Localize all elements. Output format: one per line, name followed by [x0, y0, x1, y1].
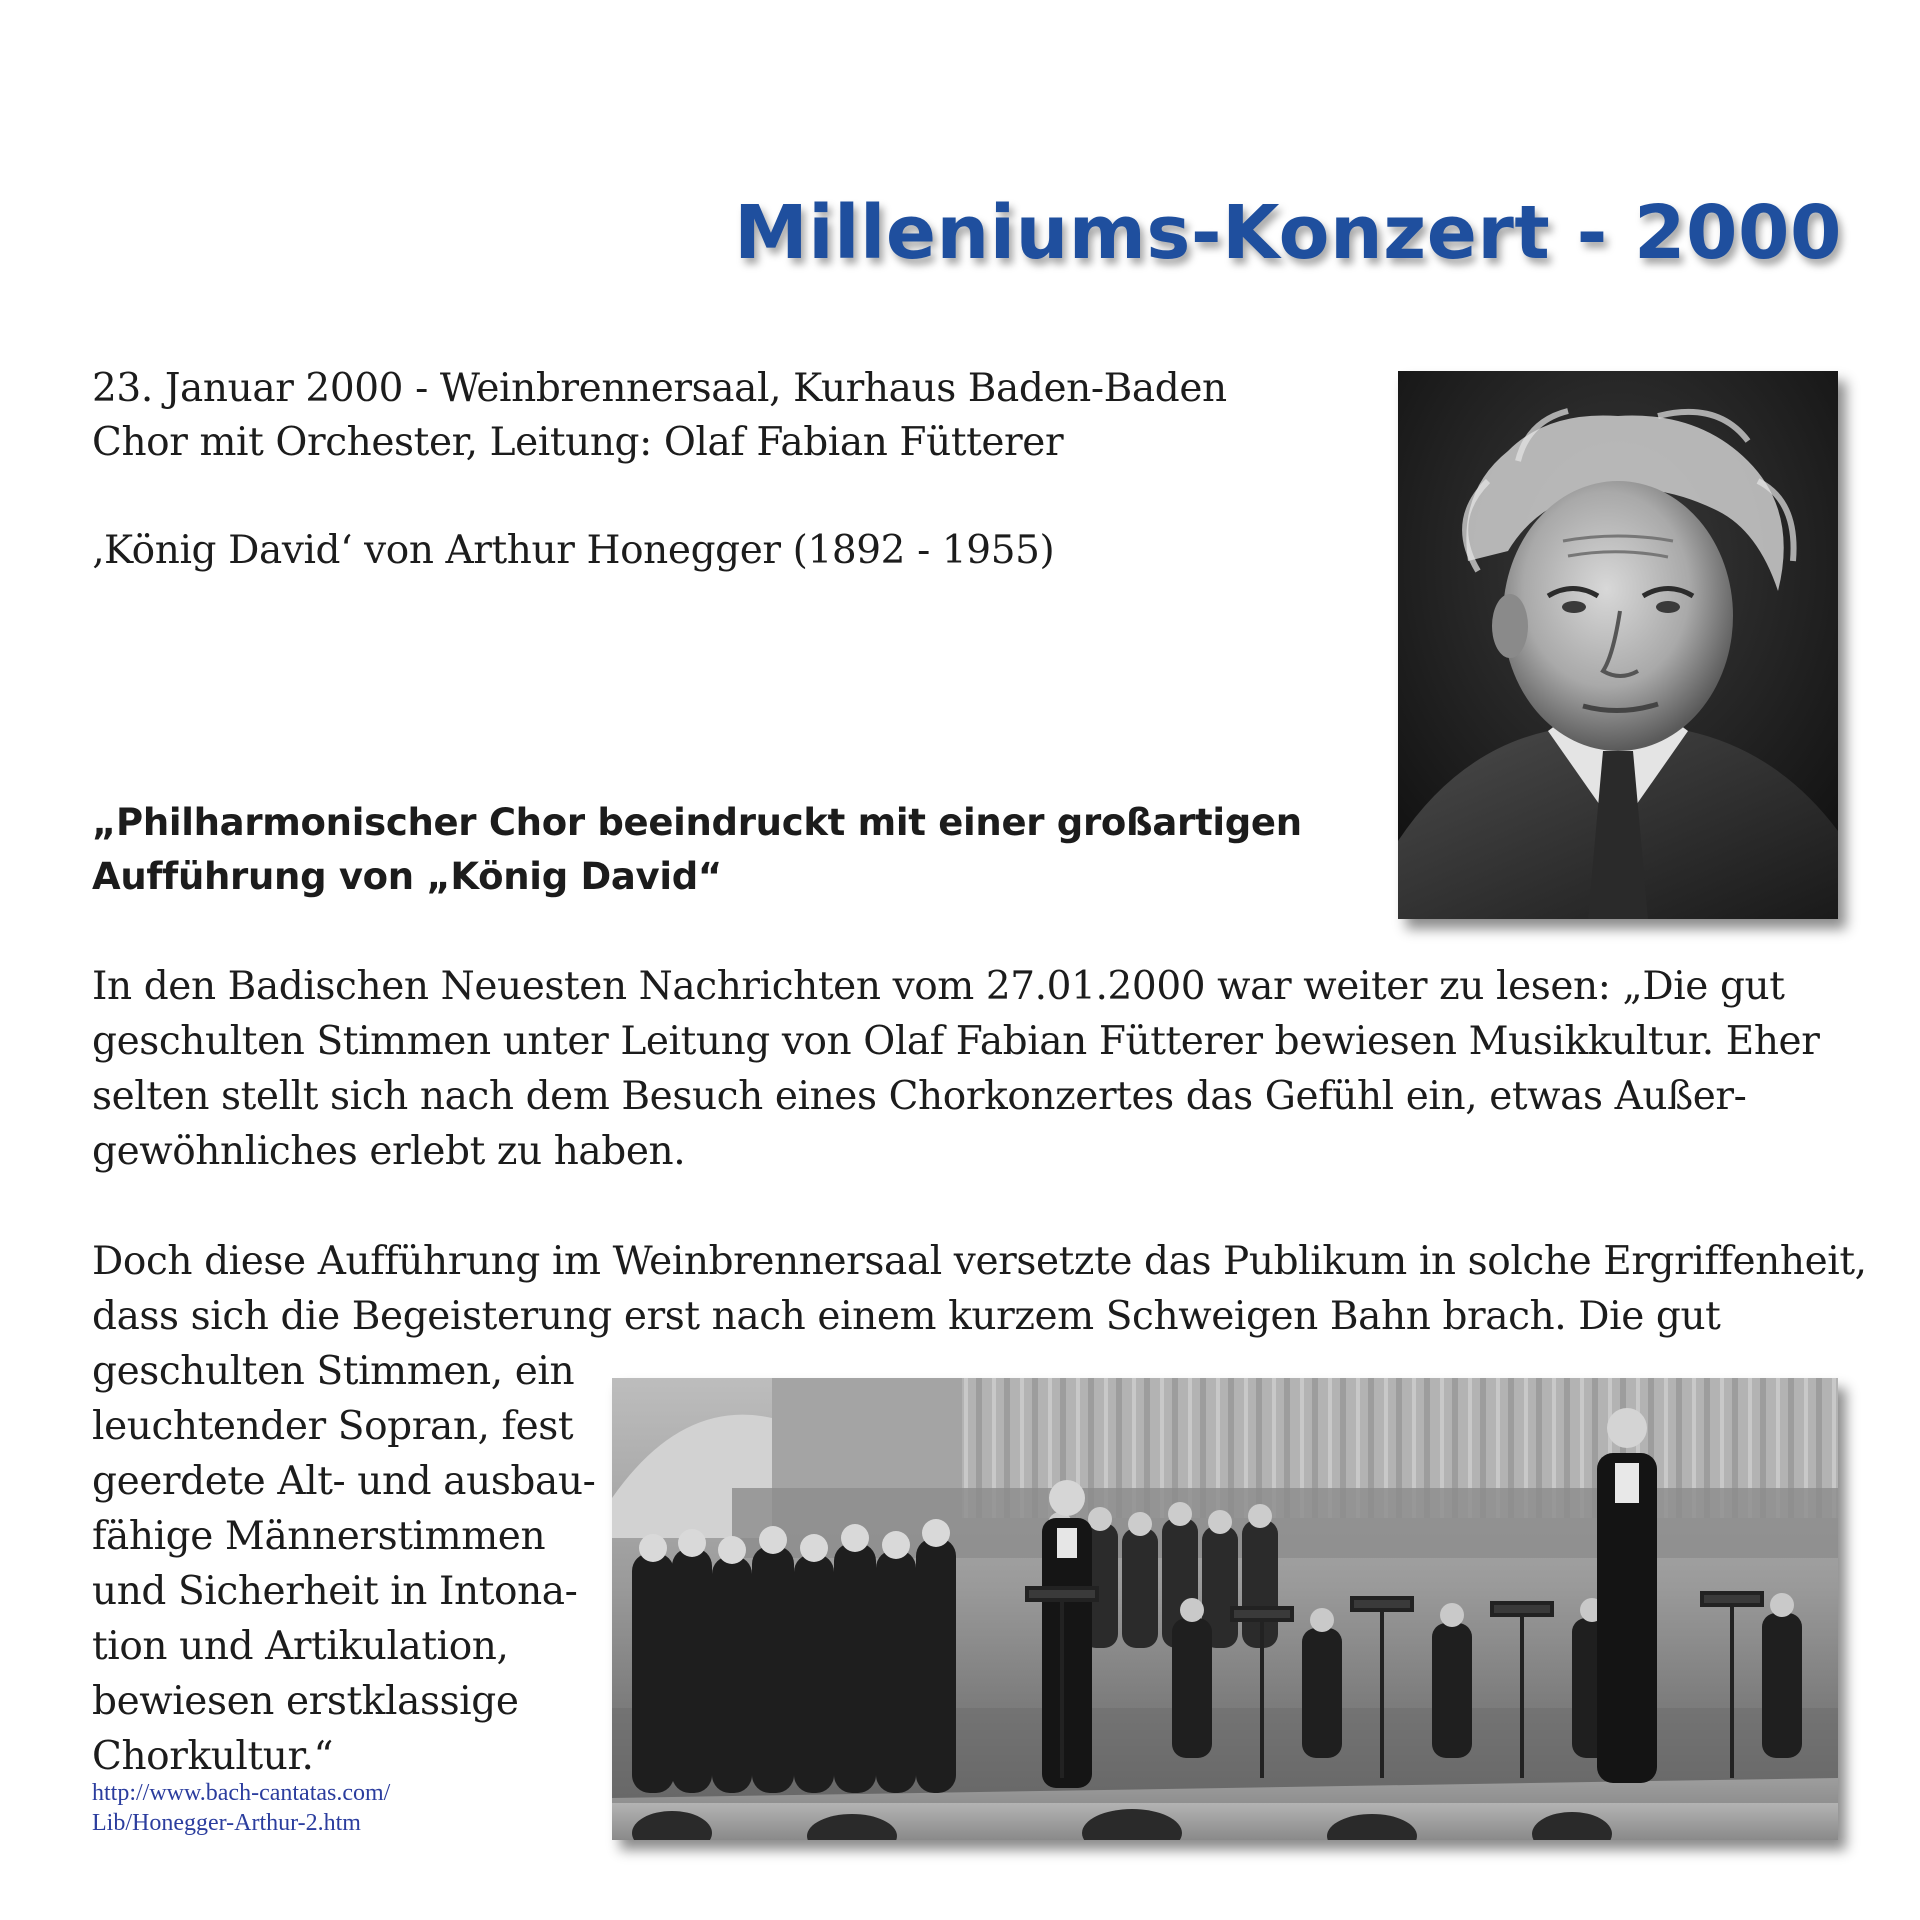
concert-date-venue: 23. Januar 2000 - Weinbrennersaal, Kurhaus Baden-Baden [92, 366, 1227, 411]
review-headline-line-1: „Philharmonischer Chor beeindruckt mit einer großartigen [92, 801, 1302, 844]
source-link-line-2: Lib/Honegger-Arthur-2.htm [92, 1810, 361, 1836]
paragraph-1-line: geschulten Stimmen unter Leitung von Olaf Fabian Fütterer bewiesen Musikkultur. Eher [92, 1019, 1820, 1064]
paragraph-2-line: fähige Männerstimmen [92, 1514, 546, 1559]
paragraph-1-line: In den Badischen Neuesten Nachrichten vom 27.01.2000 war weiter zu lesen: „Die gut [92, 964, 1785, 1009]
paragraph-1-line: gewöhnliches erlebt zu haben. [92, 1129, 686, 1174]
source-link-line-1: http://www.bach-cantatas.com/ [92, 1780, 391, 1806]
paragraph-1-line: selten stellt sich nach dem Besuch eines Chorkonzertes das Gefühl ein, etwas Außer- [92, 1074, 1747, 1119]
paragraph-2-line: bewiesen erstklassige [92, 1679, 519, 1724]
concert-work: ‚König David‘ von Arthur Honegger (1892 - 1955) [92, 528, 1055, 573]
page-title: Milleniums-Konzert - 2000 [734, 190, 1842, 276]
paragraph-2-line: leuchtender Sopran, fest [92, 1404, 574, 1449]
concert-performers: Chor mit Orchester, Leitung: Olaf Fabian Fütterer [92, 420, 1064, 465]
paragraph-2-line: tion und Artikulation, [92, 1624, 509, 1669]
source-link[interactable] [92, 1778, 390, 1838]
paragraph-2-line: Chorkultur.“ [92, 1734, 333, 1779]
paragraph-2-line: dass sich die Begeisterung erst nach einem kurzem Schweigen Bahn brach. Die gut [92, 1294, 1721, 1339]
paragraph-2-line: geschulten Stimmen, ein [92, 1349, 575, 1394]
review-headline-line-2: Aufführung von „König David“ [92, 855, 722, 898]
paragraph-2-line: Doch diese Aufführung im Weinbrennersaal versetzte das Publikum in solche Ergriffenheit, [92, 1239, 1867, 1284]
composer-portrait-photo [1398, 371, 1838, 919]
concert-performance-photo [612, 1378, 1838, 1840]
paragraph-2-line: und Sicherheit in Intona- [92, 1569, 578, 1614]
paragraph-2-line: geerdete Alt- und ausbau- [92, 1459, 596, 1504]
